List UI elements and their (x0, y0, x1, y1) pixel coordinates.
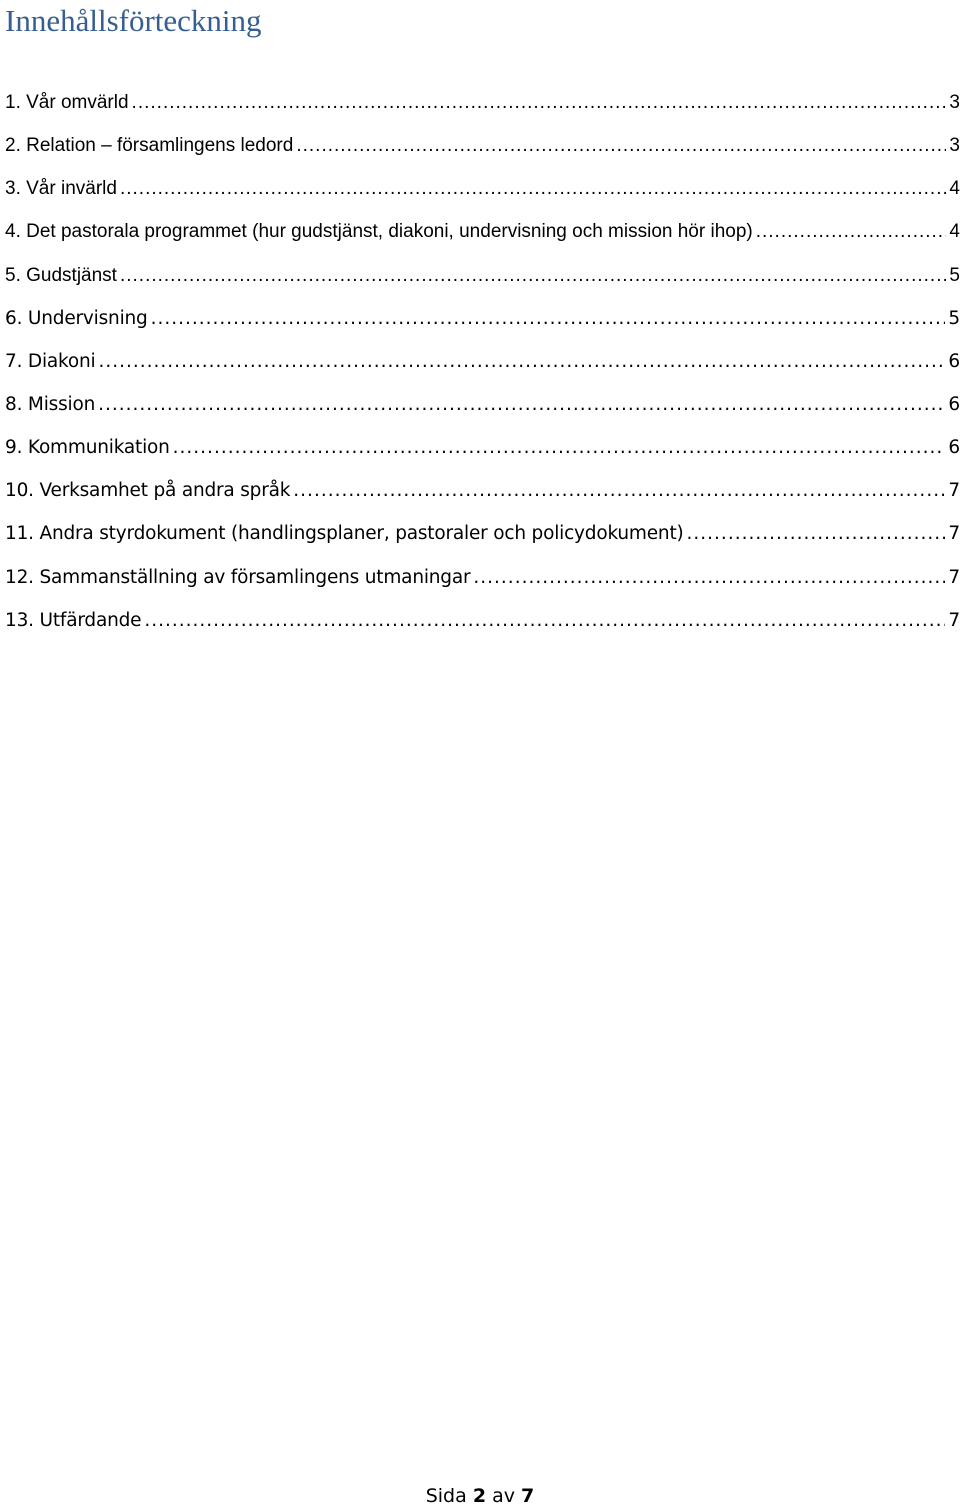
toc-entry-text: 13. Utfärdande (5, 609, 142, 631)
toc-dot-leader (120, 254, 946, 297)
footer-total-pages: 7 (521, 1485, 535, 1507)
toc-dot-leader (473, 556, 945, 599)
toc-entry-text: 7. Diakoni (5, 350, 96, 372)
toc-entry-5[interactable] (5, 254, 960, 297)
toc-entry-6[interactable] (5, 297, 960, 340)
footer-prefix: Sida (425, 1485, 467, 1507)
toc-entry-text: 12. Sammanställning av församlingens utmaningar (5, 566, 471, 588)
toc-page-number: 7 (948, 609, 960, 631)
toc-entry-text: 8. Mission (5, 393, 96, 415)
toc-page-number: 4 (949, 178, 960, 200)
toc-page-number: 7 (948, 523, 960, 545)
toc-dot-leader (144, 599, 945, 642)
toc-entry-text: 4. Det pastorala programmet (hur gudstjänst, diakoni, undervisning och mission hör ihop) (5, 221, 753, 243)
toc-dot-leader (173, 426, 946, 469)
toc-entry-text: 5. Gudstjänst (5, 264, 117, 286)
toc-entry-text: 9. Kommunikation (5, 437, 170, 459)
toc-entry-text: 2. Relation – församlingens ledord (5, 135, 294, 157)
toc-entry-text: 11. Andra styrdokument (handlingsplaner, pastoraler och policydokument) (5, 523, 684, 545)
toc-page-number: 3 (949, 135, 960, 157)
toc-entry-text: 6. Undervisning (5, 307, 148, 329)
toc-page-number: 3 (949, 92, 960, 113)
toc-dot-leader (296, 124, 946, 167)
toc-page-number: 7 (948, 566, 960, 588)
toc-entry-text: 10. Verksamhet på andra språk (5, 480, 291, 502)
toc-page-number: 6 (948, 393, 960, 415)
toc-page-number: 4 (949, 221, 960, 243)
toc-entry-7[interactable] (5, 340, 960, 383)
toc-entry-1[interactable] (5, 81, 960, 124)
toc-entry-text: 3. Vår invärld (5, 178, 117, 200)
toc-dot-leader (293, 469, 945, 512)
toc-page-number: 6 (948, 350, 960, 372)
toc-dot-leader (98, 383, 945, 426)
toc-dot-leader (120, 167, 946, 210)
toc-page-number: 6 (948, 437, 960, 459)
toc-page-number: 7 (948, 480, 960, 502)
toc-entry-4[interactable] (5, 210, 960, 253)
toc-entry-2[interactable] (5, 124, 960, 167)
page-title: Innehållsförteckning (5, 3, 262, 38)
toc-dot-leader (151, 297, 946, 340)
toc-entry-12[interactable] (5, 556, 960, 599)
toc-entry-9[interactable] (5, 426, 960, 469)
toc-entry-13[interactable] (5, 599, 960, 642)
toc-page-number: 5 (948, 307, 960, 329)
table-of-contents (5, 81, 960, 642)
toc-entry-10[interactable] (5, 469, 960, 512)
toc-dot-leader (132, 81, 947, 124)
toc-dot-leader (687, 512, 946, 555)
toc-entry-8[interactable] (5, 383, 960, 426)
toc-dot-leader (99, 340, 946, 383)
toc-entry-3[interactable] (5, 167, 960, 210)
toc-entry-11[interactable] (5, 512, 960, 555)
footer-separator: av (492, 1485, 515, 1507)
toc-entry-text: 1. Vår omvärld (5, 92, 129, 113)
toc-dot-leader (756, 210, 947, 253)
page-footer (0, 1484, 960, 1508)
toc-page-number: 5 (949, 264, 960, 286)
footer-current-page: 2 (472, 1485, 487, 1507)
